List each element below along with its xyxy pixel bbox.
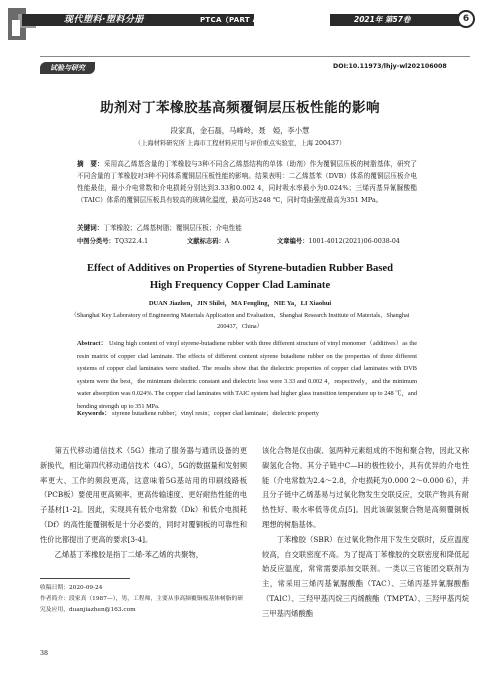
english-title-line2: High Frequency Copper Clad Laminate xyxy=(149,280,331,291)
abstract-label-en: Abstract： xyxy=(77,340,108,347)
english-keywords xyxy=(77,408,417,417)
body-right-column xyxy=(262,444,469,622)
page-number: 38 xyxy=(40,650,49,657)
english-authors: DUAN Jiazhen，JIN Shilei，MA Fengling，NIE Ya，LI Xiaohui xyxy=(148,300,332,307)
keywords-text-en: styrene butadiene rubber；vinyl resin；copper clad laminate；dielectric property xyxy=(112,410,319,417)
english-title xyxy=(0,260,480,294)
section-tag: 试验与研究 xyxy=(40,62,95,74)
footnote xyxy=(40,583,247,616)
body-left-column xyxy=(40,444,247,562)
body-paragraph: 乙烯基丁苯橡胶是指丁二烯-苯乙烯的共聚物， xyxy=(54,549,203,559)
keywords-label-en: Keywords： xyxy=(77,410,111,417)
english-affiliation: （Shanghai Key Laboratory of Engineering Materials Application and Evaluation，Shanghai Research Institute of Materials，Shanghai 200437，China） xyxy=(70,312,410,330)
abstract-label: 摘 要： xyxy=(77,160,104,168)
body-paragraph: 丁苯橡胶（SBR）在过氧化物作用下发生交联时，反应温度较高，自交联密度不高。为了提高丁苯橡胶的交联密度和降低起始反应温度，常常需要添加交联剂。一类以三官能团交联剂为主，常采用三烯丙基氰脲酸酯（TAC）、三烯丙基异氰脲酸酯（TAIC）、三羟甲基丙烷三丙烯酸酯（TMPTA）、三羟甲基丙烷三甲基丙烯酸酯 xyxy=(262,534,469,618)
body-paragraph: 第五代移动通信技术（5G）推动了服务器与通讯设备的更新换代，相比第四代移动通信技术（4G），5G的数据量和发射频率更大、工作的频段更高，这意味着5G基站用的印刷线路板（PCB板）要使用更高频率、更高传输速度、更好耐热性能的电子基材[1-2]。因此，实现具有低介电常数（Dk）和低介电损耗（Df）的高性能覆铜板是十分必要的，同时对覆铜板的可靠性和性价比都提出了更高的要求[3-4]。 xyxy=(40,446,248,544)
journal-header xyxy=(0,0,480,52)
clc-label: 中图分类号： xyxy=(77,238,115,245)
chinese-authors: 段家真，金石磊，马峰岭，聂 婭，李小慧 xyxy=(170,126,310,135)
header-divider xyxy=(40,56,470,57)
year-volume: 2021年 第57卷 xyxy=(330,14,470,26)
doi: DOI:10.11973/lhjy-wl202106008 xyxy=(333,63,447,70)
chinese-keywords xyxy=(77,222,417,234)
doc-code-value: A xyxy=(224,238,230,245)
issue-number: 6 xyxy=(457,10,475,28)
received-date: 收稿日期：2020-09-24 xyxy=(40,585,103,591)
footnote-rule xyxy=(40,578,130,579)
chinese-title: 助剂对丁苯橡胶基高频覆铜层压板性能的影响 xyxy=(100,100,380,116)
abstract-text-en: Using high content of vinyl styrene-butadiene rubber with three different structure of vinyl monomer（additives）as the resin matrix of copper clad laminate. The effects of different content styrene butadiene rubber on the properties of three different systems of copper clad laminates were studied. The results show that the dielectric properties of copper clad laminates with DVB system were the best，the minimum dielectric constant and dielectric loss were 3.33 and 0.002 4，respectively，and the minimum water absorption was 0.024%. The copper clad laminates with TAIC system had higher glass transition temperature up to 248 ℃，and bending strength up to 351 MPa. xyxy=(77,340,418,410)
clc-value: TQ322.4.1 xyxy=(114,238,149,245)
english-abstract xyxy=(77,338,417,413)
chinese-affiliation: （上海材料研究所 上海市工程材料应用与评价重点实验室，上海 200437） xyxy=(134,140,346,147)
author-bio: 作者简介：段家真（1987—），男，工程师，主要从事高频覆铜板基体树脂的研究及应用，duanjiazhen@163.com xyxy=(40,596,244,613)
english-title-line1: Effect of Additives on Properties of Styrene-butadien Rubber Based xyxy=(86,263,394,274)
journal-series: PTCA（PART A：PHYS.TEST.） xyxy=(200,16,321,24)
article-no-label: 文章编号： xyxy=(277,238,309,245)
chinese-abstract xyxy=(77,158,417,206)
body-paragraph: 该化合物是仅由碳、氢两种元素组成的不饱和聚合物，因此又称碳氢化合物。其分子链中C—H的极性较小，具有优异的介电性能（介电常数为2.4～2.8，介电损耗为0.000 2～0.000 6），并且分子链中乙烯基易与过氧化物发生交联反应，交联产物具有耐热性好、吸水率低等优点[5]。因此该碳氢聚合物是高频覆铜板理想的树脂基体。 xyxy=(262,446,469,529)
article-no-value: 1001-4012(2021)06-0038-04 xyxy=(308,238,400,245)
keywords-text: 丁苯橡胶；乙烯基树脂；覆铜层压板；介电性能 xyxy=(103,224,242,232)
keywords-label: 关键词： xyxy=(77,224,104,232)
abstract-text: 采用高乙烯基含量的丁苯橡胶与3种不同含乙烯基结构的单体（助剂）作为覆铜层压板的树脂基体，研究了不同含量的丁苯橡胶对3种不同体系覆铜层压板性能的影响。结果表明：二乙烯基苯（DVB）体系的覆铜层压板介电性能最佳，最小介电常数和介电损耗分别达到3.33和0.002 4，同时吸水率最小为0.024%；三烯丙基异氰脲酸酯（TAIC）体系的覆铜层压板具有较高的玻璃化温度，最高可达248 ℃，同时弯曲强度最高为351 MPa。 xyxy=(77,160,418,204)
doc-code-label: 文献标志码： xyxy=(187,238,225,245)
journal-name: 现代塑料·塑料分册 xyxy=(22,14,254,26)
